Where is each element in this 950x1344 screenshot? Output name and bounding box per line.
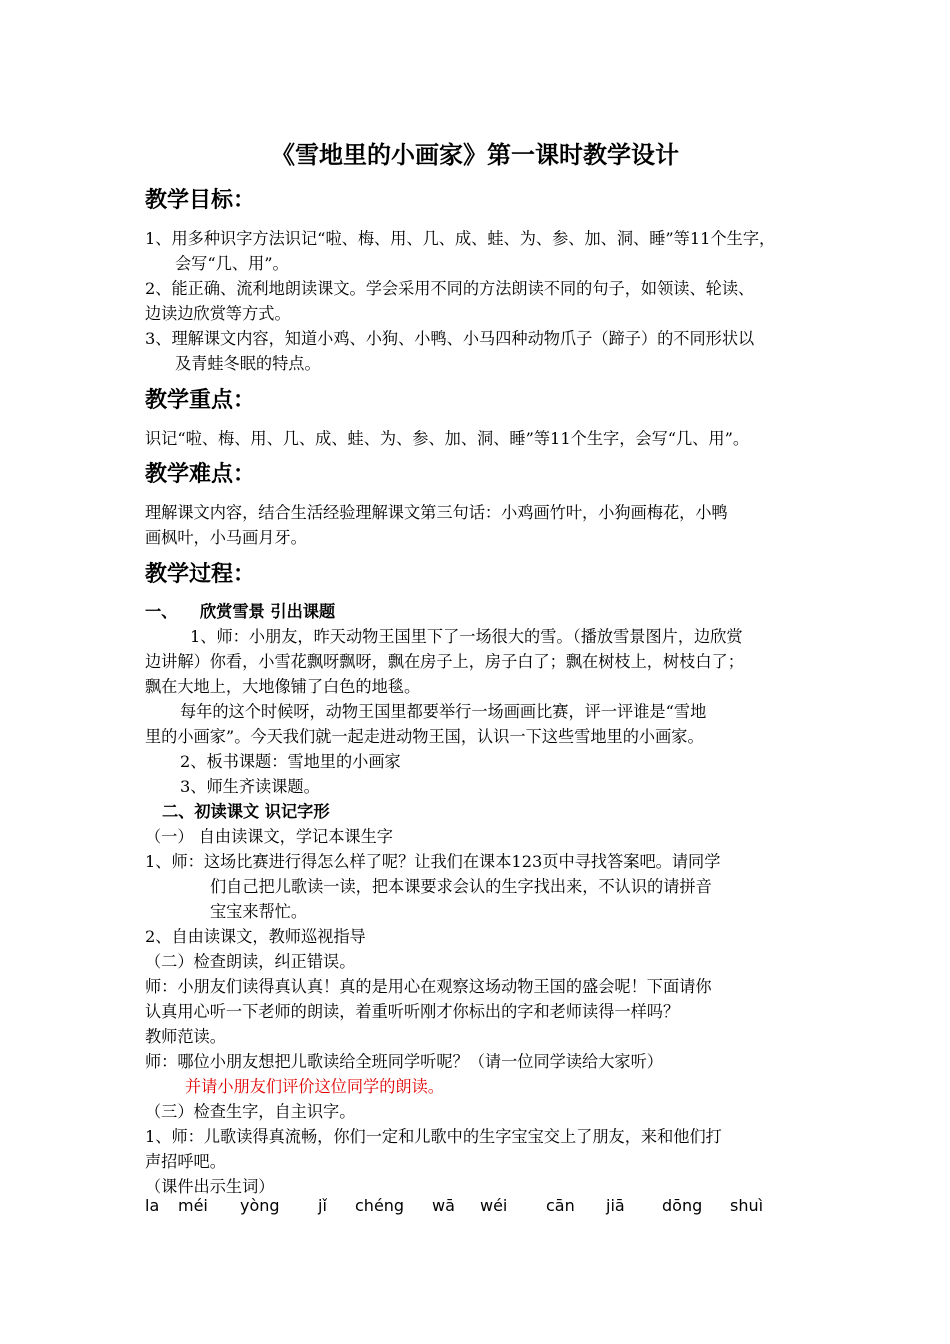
objective-2-line-2: 边读边欣赏等方式。 [145,304,291,323]
pinyin-item: wā [432,1196,455,1215]
objective-1-line-2: 会写“几、用”。 [175,254,289,273]
part1-title: 欣赏雪景 引出课题 [200,602,336,621]
s3-line-2: 声招呼吧。 [145,1152,226,1171]
objective-2-line-1: 2、能正确、流利地朗读课文。学会采用不同的方法朗读不同的句子，如领读、轮读、 [145,279,755,298]
pinyin-item: dōng [662,1196,703,1215]
s2-red-note: 并请小朋友们评价这位同学的朗读。 [185,1077,444,1096]
p1-line-3: 飘在大地上，大地像铺了白色的地毯。 [145,677,421,696]
pinyin-item: méi [178,1196,208,1215]
process-heading: 教学过程： [145,562,256,587]
part2-title: 二、初读课文 识记字形 [162,802,330,821]
section-2-title: （二）检查朗读，纠正错误。 [145,952,356,971]
s1-1-line-2: 们自己把儿歌读一读，把本课要求会认的生字找出来，不认识的请拼音 [210,877,712,896]
pinyin-item: la [145,1196,160,1215]
p1-line-2: 边讲解）你看，小雪花飘呀飘呀，飘在房子上，房子白了；飘在树枝上，树枝白了； [145,652,744,671]
pinyin-item: yòng [240,1196,280,1215]
s2-read: 教师范读。 [145,1027,226,1046]
p1-line-1: 1、师：小朋友，昨天动物王国里下了一场很大的雪。（播放雪景图片，边欣赏 [190,627,743,646]
p2-line-2: 里的小画家”。今天我们就一起走进动物王国，认识一下这些雪地里的小画家。 [145,727,704,746]
s2-question: 师：哪位小朋友想把儿歌读给全班同学听呢？（请一位同学读给大家听） [145,1052,663,1071]
s3-note: （课件出示生词） [145,1177,275,1196]
s3-line-1: 1、师：儿歌读得真流畅，你们一定和儿歌中的生字宝宝交上了朋友，来和他们打 [145,1127,722,1146]
keypoints-text: 识记“啦、梅、用、几、成、蛙、为、参、加、洞、睡”等11个生字，会写“几、用”。 [145,429,750,448]
section-1-title: （一） 自由读课文，学记本课生字 [145,827,393,846]
keypoints-heading: 教学重点： [145,388,256,413]
s2-line-2: 认真用心听一下老师的朗读，着重听听刚才你标出的字和老师读得一样吗？ [145,1002,680,1021]
difficulties-line-2: 画枫叶，小马画月牙。 [145,528,307,547]
objective-1-line-1: 1、用多种识字方法识记“啦、梅、用、几、成、蛙、为、参、加、洞、睡”等11个生字， [145,229,776,248]
s1-2-text: 2、自由读课文，教师巡视指导 [145,927,366,946]
objectives-heading: 教学目标： [145,188,256,213]
pinyin-item: shuì [730,1196,764,1215]
p2-line-1: 每年的这个时候呀，动物王国里都要举行一场画画比赛，评一评谁是“雪地 [180,702,707,721]
difficulties-line-1: 理解课文内容，结合生活经验理解课文第三句话：小鸡画竹叶，小狗画梅花，小鸭 [145,503,728,522]
part1-number: 一、 [145,602,178,621]
p4-text: 3、师生齐读课题。 [180,777,320,796]
document-title: 《雪地里的小画家》第一课时教学设计 [271,141,679,169]
objective-3-line-1: 3、理解课文内容，知道小鸡、小狗、小鸭、小马四种动物爪子（蹄子）的不同形状以 [145,329,755,348]
pinyin-item: jiā [606,1196,625,1215]
s2-line-1: 师：小朋友们读得真认真！真的是用心在观察这场动物王国的盛会呢！下面请你 [145,977,712,996]
s1-1-line-3: 宝宝来帮忙。 [210,902,308,921]
pinyin-item: chéng [355,1196,405,1215]
objective-3-line-2: 及青蛙冬眠的特点。 [175,354,321,373]
pinyin-item: jǐ [318,1196,327,1215]
pinyin-item: cān [546,1196,575,1215]
p3-text: 2、板书课题：雪地里的小画家 [180,752,401,771]
s1-1-line-1: 1、师：这场比赛进行得怎么样了呢？让我们在课本123页中寻找答案吧。请同学 [145,852,721,871]
section-3-title: （三）检查生字，自主识字。 [145,1102,356,1121]
pinyin-item: wéi [480,1196,508,1215]
difficulties-heading: 教学难点： [145,462,256,487]
